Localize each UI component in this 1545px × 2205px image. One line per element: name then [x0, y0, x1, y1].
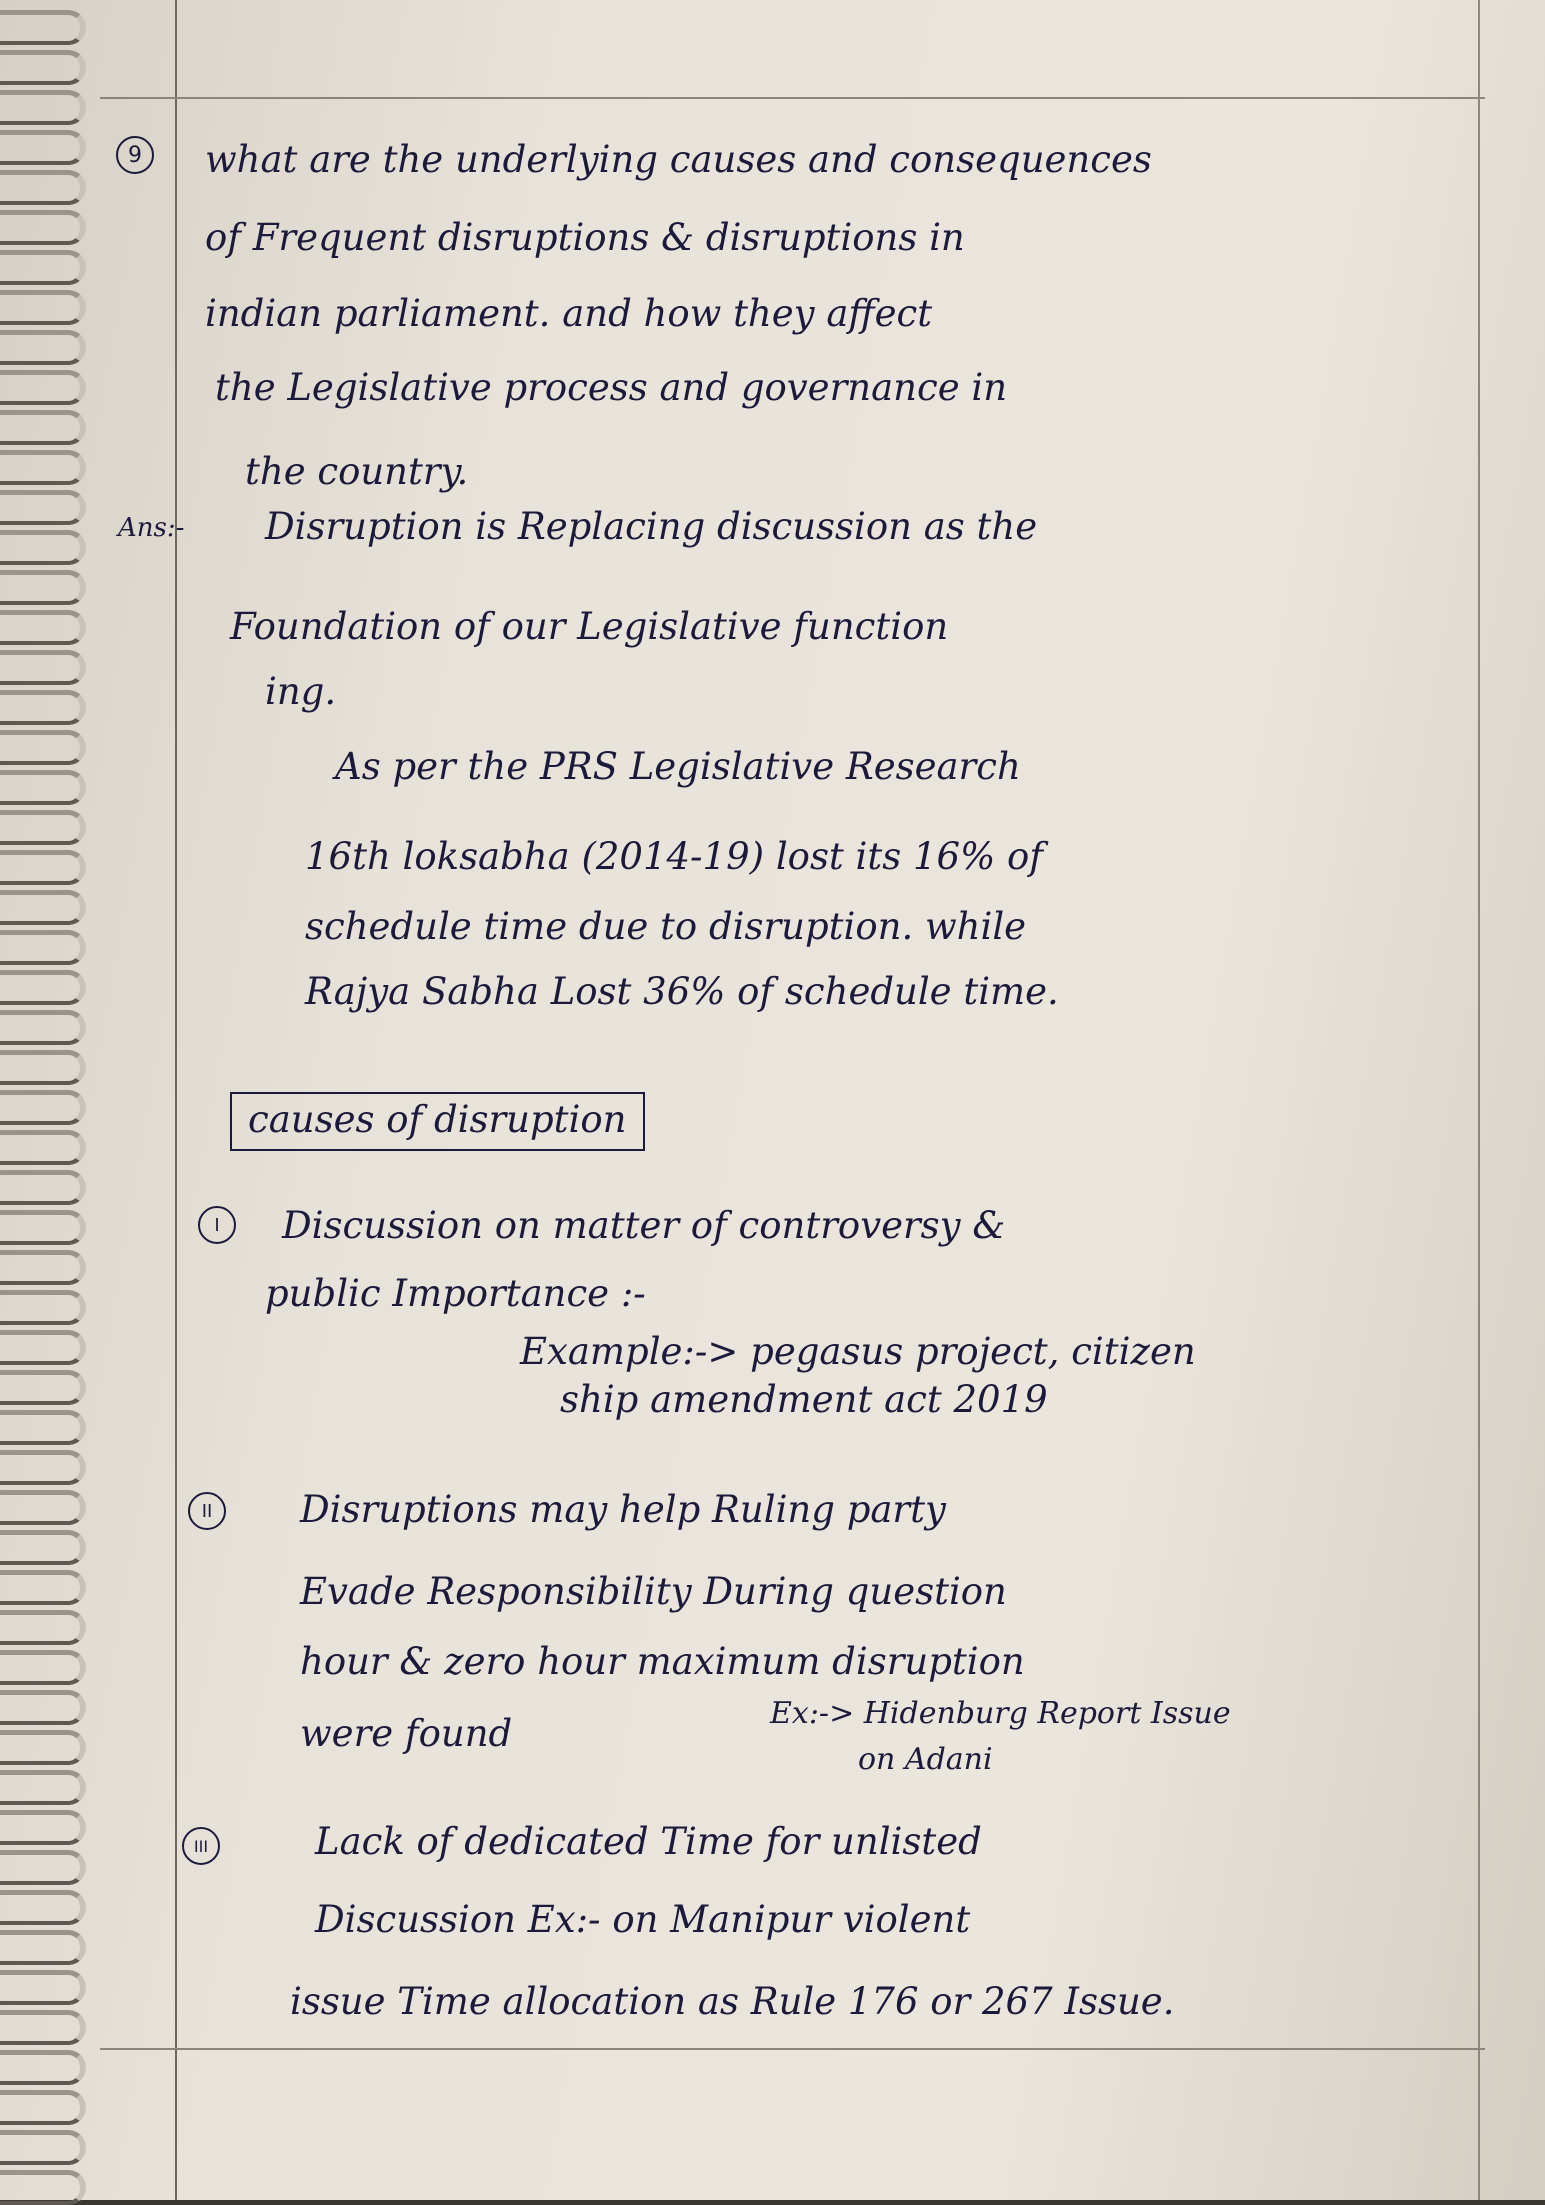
spiral-coil: [0, 1810, 86, 1845]
spiral-coil: [0, 530, 86, 565]
prs-line-3: schedule time due to disruption. while: [305, 905, 1027, 948]
spiral-binding: [0, 0, 95, 2200]
cause-1-example: Example:-> pegasus project, citizen: [520, 1330, 1196, 1373]
spiral-coil: [0, 690, 86, 725]
spiral-coil: [0, 1770, 86, 1805]
spiral-coil: [0, 1690, 86, 1725]
cause-2-example: Ex:-> Hidenburg Report Issue: [770, 1696, 1231, 1731]
spiral-coil: [0, 450, 86, 485]
spiral-coil: [0, 330, 86, 365]
cause-3-line-1: Lack of dedicated Time for unlisted: [315, 1820, 982, 1863]
question-number: 9: [116, 136, 154, 174]
spiral-coil: [0, 2050, 86, 2085]
prs-line-2: 16th loksabha (2014-19) lost its 16% of: [305, 835, 1043, 878]
cause-1-line-2: public Importance :-: [265, 1272, 646, 1315]
cause-3-line-2: Discussion Ex:- on Manipur violent: [315, 1898, 971, 1941]
spiral-coil: [0, 250, 86, 285]
spiral-coil: [0, 130, 86, 165]
spiral-coil: [0, 1530, 86, 1565]
spiral-coil: [0, 1450, 86, 1485]
cause-1-number: I: [198, 1206, 236, 1244]
spiral-coil: [0, 170, 86, 205]
prs-line-1: As per the PRS Legislative Research: [335, 745, 1021, 788]
spiral-coil: [0, 1890, 86, 1925]
spiral-coil: [0, 1090, 86, 1125]
cause-1-example-cont: ship amendment act 2019: [560, 1378, 1048, 1421]
question-line-3: indian parliament. and how they affect: [205, 292, 933, 335]
ruled-line-bottom: [100, 2048, 1485, 2050]
spiral-coil: [0, 1930, 86, 1965]
cause-2-example-cont: on Adani: [858, 1742, 993, 1777]
question-line-2: of Frequent disruptions & disruptions in: [205, 216, 965, 259]
spiral-coil: [0, 1210, 86, 1245]
spiral-coil: [0, 290, 86, 325]
spiral-coil: [0, 890, 86, 925]
spiral-coil: [0, 490, 86, 525]
answer-intro-line-1: Disruption is Replacing discussion as the: [265, 505, 1038, 548]
spiral-coil: [0, 1490, 86, 1525]
spiral-coil: [0, 1250, 86, 1285]
spiral-coil: [0, 1330, 86, 1365]
spiral-coil: [0, 2090, 86, 2125]
spiral-coil: [0, 1050, 86, 1085]
spiral-coil: [0, 850, 86, 885]
causes-heading: causes of disruption: [230, 1092, 645, 1151]
spiral-coil: [0, 1730, 86, 1765]
cause-3-number: III: [182, 1827, 220, 1865]
spiral-coil: [0, 50, 86, 85]
right-margin-line: [1478, 0, 1480, 2200]
spiral-coil: [0, 1570, 86, 1605]
answer-intro-line-2: Foundation of our Legislative function: [230, 605, 949, 648]
spiral-coil: [0, 1610, 86, 1645]
spiral-coil: [0, 1130, 86, 1165]
spiral-coil: [0, 370, 86, 405]
spiral-coil: [0, 2130, 86, 2165]
spiral-coil: [0, 1170, 86, 1205]
spiral-coil: [0, 650, 86, 685]
margin-line: [175, 0, 177, 2200]
spiral-coil: [0, 1370, 86, 1405]
spiral-coil: [0, 770, 86, 805]
spiral-coil: [0, 1970, 86, 2005]
question-line-5: the country.: [245, 450, 469, 493]
spiral-coil: [0, 210, 86, 245]
spiral-coil: [0, 730, 86, 765]
ruled-line-top: [100, 97, 1485, 99]
spiral-coil: [0, 1290, 86, 1325]
cause-2-line-4: were found: [300, 1712, 513, 1755]
spiral-coil: [0, 1010, 86, 1045]
question-line-1: what are the underlying causes and consequences: [205, 138, 1152, 181]
cause-2-line-2: Evade Responsibility During question: [300, 1570, 1007, 1613]
spiral-coil: [0, 810, 86, 845]
prs-line-4: Rajya Sabha Lost 36% of schedule time.: [305, 970, 1059, 1013]
spiral-coil: [0, 10, 86, 45]
cause-1-line-1: Discussion on matter of controversy &: [282, 1204, 1006, 1247]
spiral-coil: [0, 1650, 86, 1685]
question-line-4: the Legislative process and governance in: [215, 366, 1008, 409]
spiral-coil: [0, 90, 86, 125]
cause-3-line-3: issue Time allocation as Rule 176 or 267 Issue.: [290, 1980, 1175, 2023]
spiral-coil: [0, 1850, 86, 1885]
cause-2-line-3: hour & zero hour maximum disruption: [300, 1640, 1025, 1683]
spiral-coil: [0, 1410, 86, 1445]
spiral-coil: [0, 410, 86, 445]
spiral-coil: [0, 610, 86, 645]
spiral-coil: [0, 2010, 86, 2045]
answer-intro-line-3: ing.: [265, 670, 337, 713]
answer-label: Ans:-: [118, 513, 185, 543]
spiral-coil: [0, 970, 86, 1005]
spiral-coil: [0, 570, 86, 605]
spiral-coil: [0, 930, 86, 965]
cause-2-line-1: Disruptions may help Ruling party: [300, 1488, 946, 1531]
cause-2-number: II: [188, 1492, 226, 1530]
